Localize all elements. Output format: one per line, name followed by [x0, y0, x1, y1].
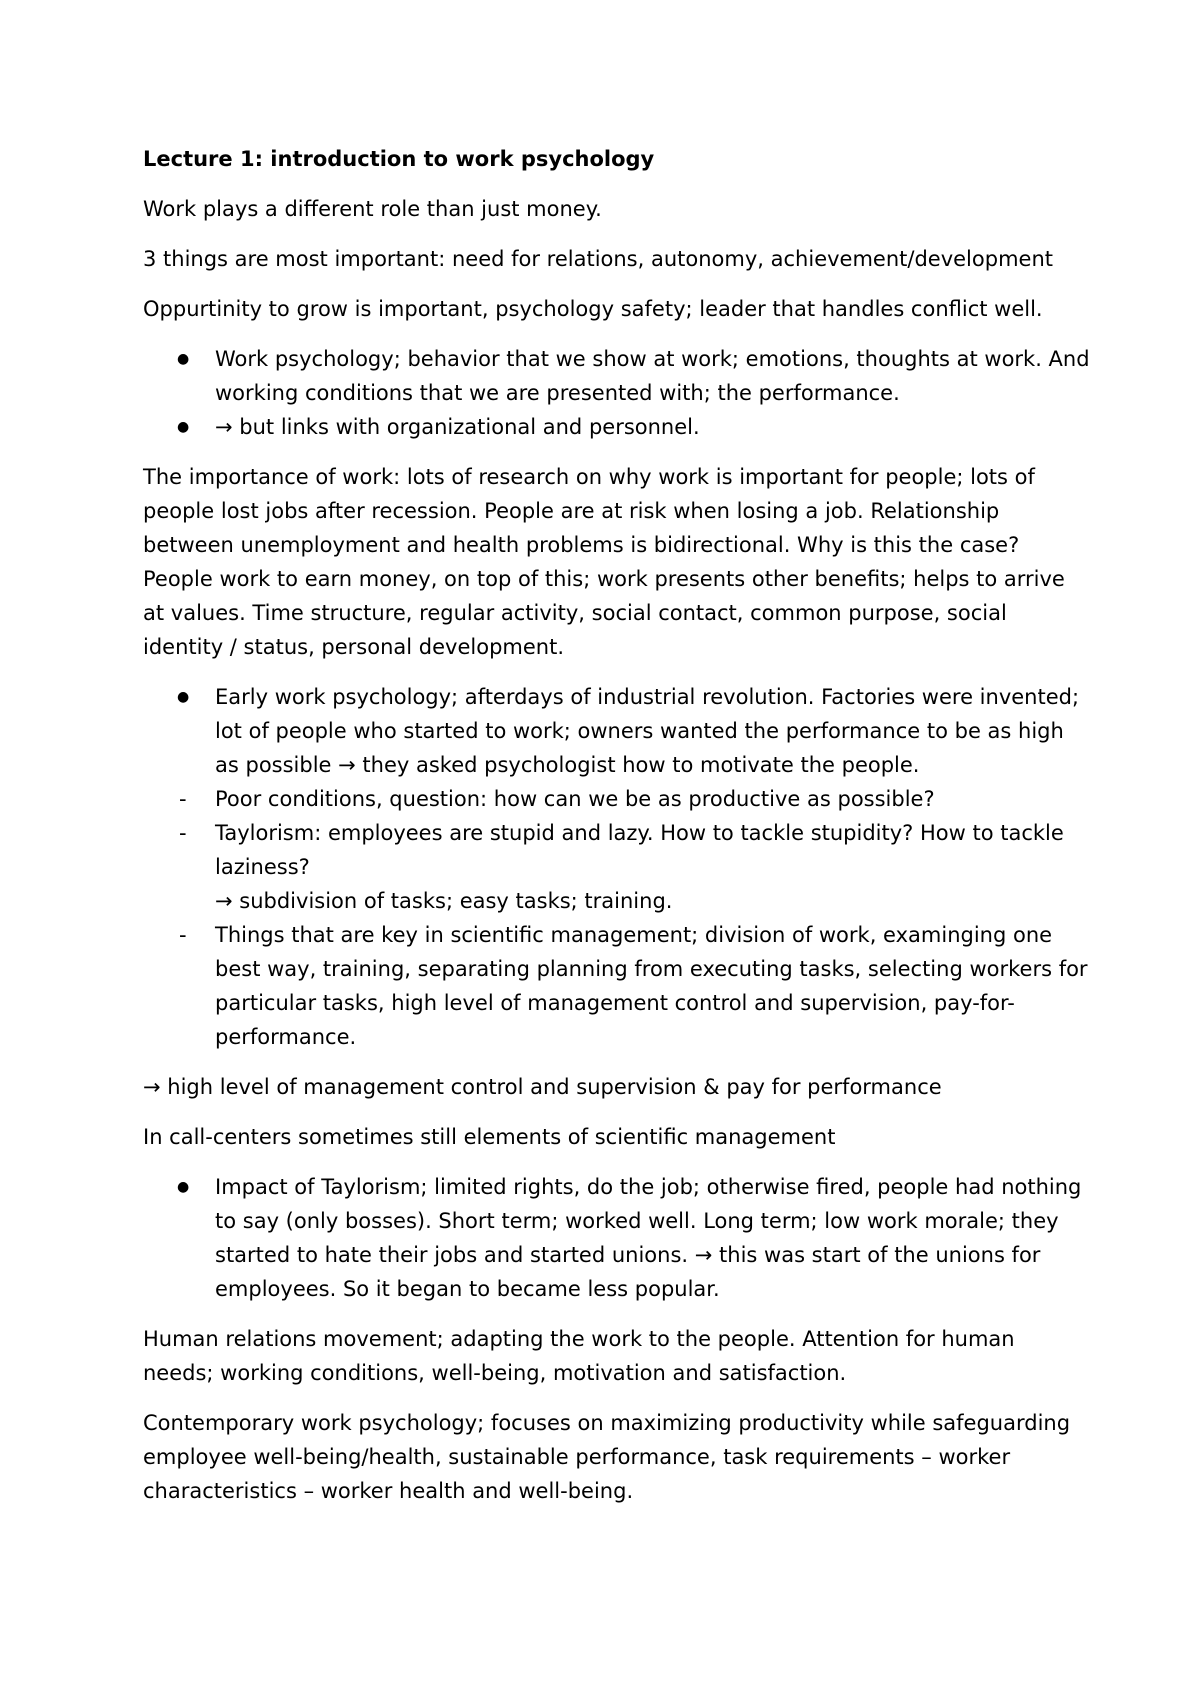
paragraph-management-control: → high level of management control and supervision & pay for performance	[143, 1075, 942, 1099]
paragraph-role-of-work: Work plays a different role than just money.	[143, 197, 602, 221]
paragraph-opportunity: Oppurtinity to grow is important, psychology safety; leader that handles conflict well.	[143, 297, 1043, 321]
paragraph-call-centers: In call-centers sometimes still elements of scientific management	[143, 1125, 836, 1149]
list-item: - Things that are key in scientific management; division of work, examinging one best way, training, separating planning from executing tasks, selecting workers for particular tasks, high level of management control and supervision, pay-for-performance.	[143, 918, 1090, 1054]
bullet-list-work-psychology	[143, 342, 1090, 444]
list-item: ● Impact of Taylorism; limited rights, do the job; otherwise fired, people had nothing to say (only bosses). Short term; worked well. Long term; low work morale; they started to hate their jobs and started unions. → this was start of the unions for employees. So it began to became less popular.	[143, 1170, 1090, 1306]
list-early-work-psychology	[143, 680, 1090, 1054]
list-item: ● Early work psychology; afterdays of industrial revolution. Factories were invented; lot of people who started to work; owners wanted the performance to be as high as possible → they asked psychologist how to motivate the people.	[143, 680, 1090, 782]
list-item-text: - Taylorism: employees are stupid and lazy. How to tackle stupidity? How to tackle laziness?	[215, 821, 1064, 879]
paragraph-three-things: 3 things are most important: need for relations, autonomy, achievement/development	[143, 247, 1053, 271]
list-item: - Poor conditions, question: how can we be as productive as possible?	[143, 782, 1090, 816]
list-item-subtext: → subdivision of tasks; easy tasks; training.	[215, 889, 673, 913]
bullet-list-impact-taylorism	[143, 1170, 1090, 1306]
list-item: ● → but links with organizational and personnel.	[143, 410, 1090, 444]
list-item: ● Work psychology; behavior that we show at work; emotions, thoughts at work. And working conditions that we are presented with; the performance.	[143, 342, 1090, 410]
paragraph-contemporary: Contemporary work psychology; focuses on maximizing productivity while safeguarding employee well-being/health, sustainable performance, task requirements – worker characteristics – worker health and well-being.	[143, 1411, 1071, 1503]
lecture-title: Lecture 1: introduction to work psychology	[143, 147, 655, 171]
paragraph-importance-of-work: The importance of work: lots of research on why work is important for people; lots of people lost jobs after recession. People are at risk when losing a job. Relationship between unemployment and health problems is bidirectional. Why is this the case? People work to earn money, on top of this; work presents other benefits; helps to arrive at values. Time structure, regular activity, social contact, common purpose, social identity / status, personal development.	[143, 465, 1065, 659]
paragraph-human-relations: Human relations movement; adapting the work to the people. Attention for human needs; working conditions, well-being, motivation and satisfaction.	[143, 1327, 1015, 1385]
list-item	[143, 816, 1090, 918]
